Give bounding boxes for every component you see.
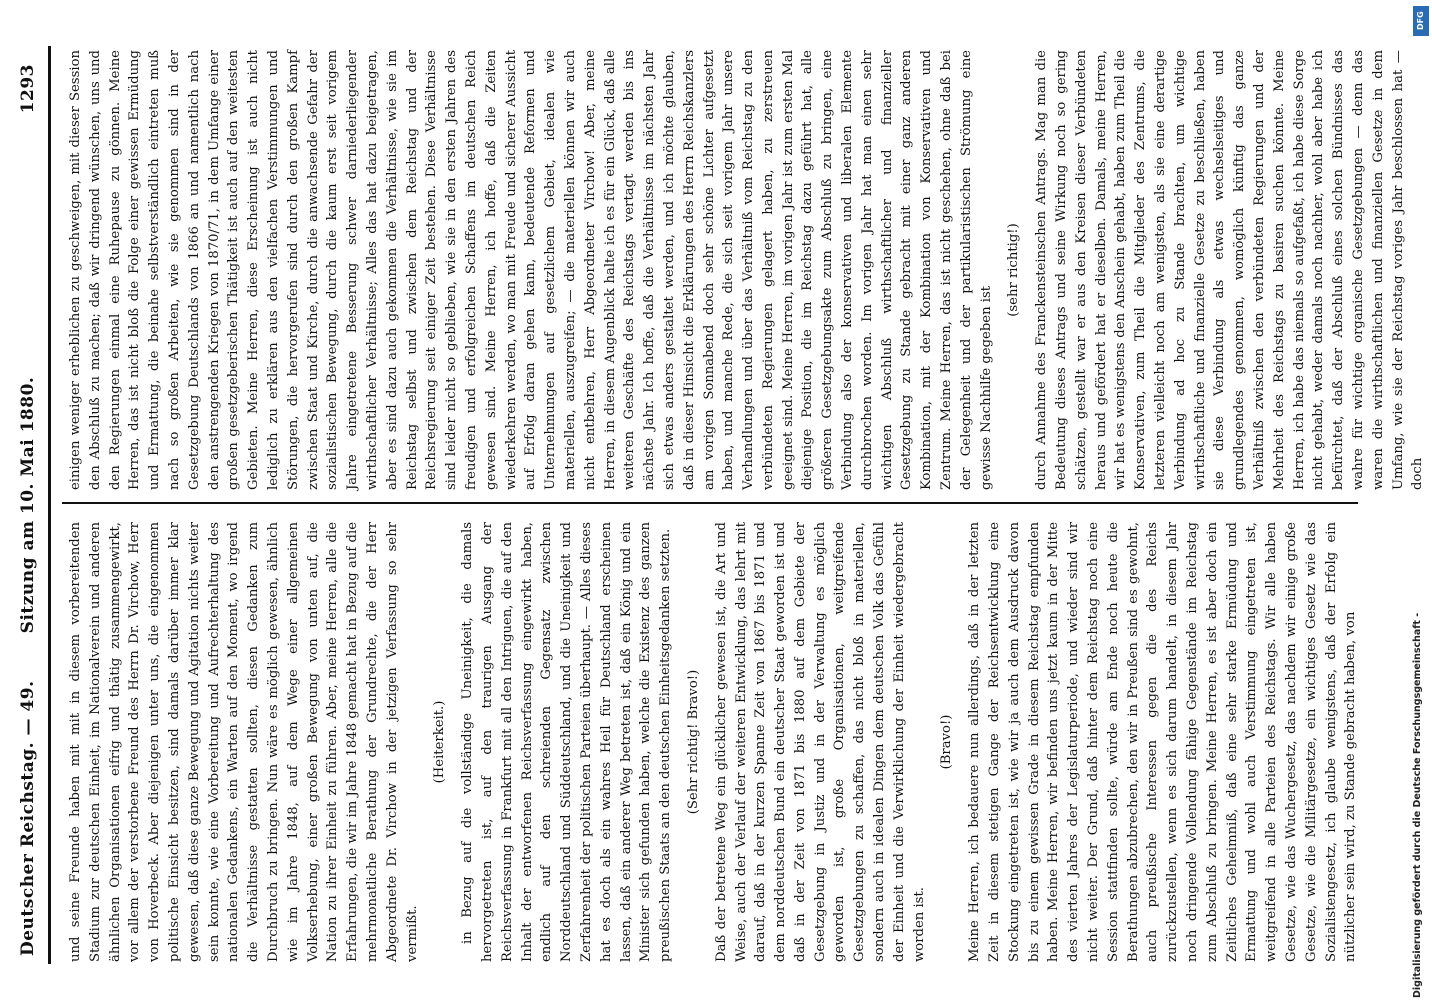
paragraph: einigen weniger erheblichen zu geschweigen, mit dieser Session den Abschluß zu machen; daß wir dringend wünschen, uns und den Regierungen einmal eine Ruhepause zu gönnen. Meine Herren, das ist nicht bloß die Folge einer gewissen Ermüdung und Ermattung, die beinahe selbstverständlich eintreten muß nach so großen Arbeiten, wie sie genommen sind in der Gesetzgebung Deutschlands von 1866 an und namentlich nach den anstrengenden Kriegen von 1870/71, in dem Umfange einer großen gesetzgeberischen Thätigkeit ist auch auf den weitesten Gebieten. Meine Herren, diese Erscheinung ist auch nicht lediglich zu erklären aus den vielfachen Verstimmungen und Störungen, die hervorgerufen sind durch den großen Kampf zwischen Staat und Kirche, durch die anwachsende Gefahr der sozialistischen Bewegung, durch die kaum erst seit vorigem Jahre eingetretene Besserung schwer darniederliegender wirthschaftlicher Verhältnisse; Alles das hat dazu beigetragen, aber es sind dazu auch gekommen die Verhältnisse, wie sie im Reichstag selbst und zwischen dem Reichstag und der Reichsregierung seit einiger Zeit bestehen. Diese Verhältnisse sind leider nicht so geblieben, wie sie in den ersten Jahren des freudigen und erfolgreichen Schaffens im deutschen Reich gewesen sind. Meine Herren, ich hoffe, daß die Zeiten wiederkehren werden, wo man mit Freude und sicherer Aussicht auf Erfolg daran gehen kann, bedeutende Reformen und Unternehmungen auf gesetzlichem Gebiet, idealen wie materiellen, auszugreifen; — die materiellen können wir auch nicht entbehren, Herr Abgeordneter Virchow! Aber, meine Herren, in diesem Augenblick halte ich es für ein Glück, daß alle weiteren Geschäfte des Reichstags vertagt werden bis ins nächste Jahr. Ich hoffe, daß die Verhältnisse im nächsten Jahr sich etwas anders gestaltet werden, und ich möchte glauben, daß in dieser Hinsicht die Erklärungen des Herrn Reichskanzlers am vorigen Sonnabend doch sehr schöne Lichter aufgesetzt haben, und manche Rede, die sich seit vorigem Jahr unsere Verhandlungen und über das Verhältniß vom Reichstag zu den verbündeten Regierungen gelagert haben, zu zerstreuen geeignet sind. Meine Herren, im vorigen Jahr ist zum ersten Mal diejenige Position, die im Reichstag dazu geführt hat, alle größeren Gesetzgebungsakte zum Abschluß zu bringen, eine Verbindung also der konservativen und liberalen Elemente durchbrochen worden. Im vorigen Jahr hat man einen sehr wichtigen Abschluß wirthschaftlicher und finanzieller Gesetzgebung zu Stande gebracht mit einer ganz anderen Kombination, mit der Kombination von Konservativen und Zentrum. Meine Herren, das ist nicht geschehen, ohne daß bei der Gelegenheit und der partikularistischen Strömung eine gewisse Nachhilfe gegeben ist: [68, 50, 994, 490]
left-column: [66, 522, 1362, 962]
digitization-credit: Digitalisierung gefördert durch die Deutsche Forschungsgemeinschaft -: [1412, 612, 1423, 998]
header-publication: Deutscher Reichstag. — 49.: [18, 680, 38, 956]
header-session-date: Sitzung am 10. Mai 1880.: [18, 376, 38, 634]
column-divider: [62, 502, 1358, 504]
dfg-logo: DFG: [1413, 6, 1429, 36]
paragraph: Daß der betretene Weg ein glücklicher gewesen ist, die Art und Weise, auch der Verlauf der weiteren Entwicklung, das lehrt mit darauf, daß in der kurzen Spanne Zeit von 1867 bis 1871 und dem norddeutschen Bund ein deutscher Staat geworden ist und daß in der Zeit von 1871 bis 1880 auf dem Gebiete der Gesetzgebung in Justiz und in der Verwaltung es möglich geworden ist, große Organisationen, weitgreifende Gesetzgebungen zu schaffen, das nicht bloß in materiellen, sondern auch in idealen Dingen dem deutschen Volk das Gefühl der Einheit und die Verwirklichung der Einheit wiedergebracht worden ist.: [713, 522, 927, 962]
interjection: (Heiterkeit.): [432, 700, 448, 784]
paragraph: und seine Freunde haben mit mit in diesem vorbereitenden Stadium zur deutschen Einheit, im Nationalverein und anderen ähnlichen Organisationen eifrig und thätig zusammengewirkt, vor allem der verstorbene Freund des Herrn Dr. Virchow, Herr von Hoverbeck. Aber diejenigen unter uns, die eingenommen politische Einsicht besitzen, sind damals darüber immer klar gewesen, daß diese ganze Bewegung und Agitation nichts weiter sein konnte, wie eine Vorbereitung und Aufrechterhaltung des nationalen Gedankens, ein Warten auf den Moment, wo irgend die Verhältnisse gestatten sollten, diesen Gedanken zum Durchbruch zu bringen. Nun wäre es möglich gewesen, ähnlich wie im Jahre 1848, auf dem Wege einer allgemeinen Volkserhebung, einer großen Bewegung von unten auf, die Nation zu ihrer Einheit zu führen. Aber, meine Herren, alle die Erfahrungen, die wir im Jahre 1848 gemacht hat in Bezug auf die mehrmonatliche Berathung der Grundrechte, die der Herr Abgeordnete Dr. Virchow in der jetzigen Verfassung so sehr vermißt.: [68, 522, 420, 962]
interjection: (Bravo!): [939, 714, 955, 770]
interjection: (Sehr richtig! Bravo!): [685, 669, 701, 815]
header-rule: [48, 46, 51, 964]
paragraph: in Bezug auf die vollständige Uneinigkeit, die damals hervorgetreten ist, auf den traurigen Ausgang der Reichsverfassung in Frankfurt mit all den Intriguen, die auf den Inhalt der entworfenen Reichsverfassung eingewirkt haben, endlich auf den schreienden Gegensatz zwischen Norddeutschland und Süddeutschland, und die Uneinigkeit und Zerfahrenheit der politischen Parteien überhaupt. — Alles dieses hat es doch als ein wahres Heil für Deutschland erscheinen lassen, daß ein anderer Weg betreten ist, daß ein König und ein Minister sich gefunden haben, welche die Existenz des ganzen preußischen Staats an den deutschen Einheitsgedanken setzten.: [460, 522, 674, 962]
header-page-number: 1293: [18, 64, 38, 114]
page-header: [0, 10, 50, 1000]
paragraph: durch Annahme des Franckensteinschen Antrags. Mag man die Bedeutung dieses Antrags und seine Wirkung noch so gering schätzen, gestellt war er aus den Kreisen dieser Verbündeten heraus und gefördert hat er dieselben. Damals, meine Herren, wir hat es wenigstens den Anschein gehabt, haben zum Theil die Konservativen, zum Theil die Mitglieder des Zentrums, die letzteren vielleicht noch am wenigsten, als sie eine derartige Verbindung ad hoc zu Stande brachten, um wichtige wirthschaftliche und finanzielle Gesetze zu beschließen, haben sie diese Verbindung als etwas wechselseitiges und grundlegendes genommen, womöglich künftig das ganze Verhältniß zwischen den verbündeten Regierungen und der Mehrheit des Reichstags zu basiren suchen könnte. Meine Herren, ich habe das niemals so aufgefaßt, ich habe diese Sorge nicht gehabt, weder damals noch nachher, wohl aber habe ich befürchtet, daß der Abschluß eines solchen Bündnisses das wahre für wichtige organische Gesetzgebungen — denn das waren die wirthschaftlichen und finanziellen Gesetze in dem Umfang, wie sie der Reichstag voriges Jahr beschlossen hat — doch: [1034, 50, 1426, 490]
paragraph: Meine Herren, ich bedauere nun allerdings, daß in der letzten Zeit in diesem stetigen Gange der Reichsentwicklung eine Stockung eingetreten ist, wie wir ja auch dem Ausdruck davon bis zu einem gewissen Grade in diesem Reichstag empfunden haben. Meine Herren, wir befinden uns jetzt kaum in der Mitte des vierten Jahres der Legislaturperiode, und wieder sind wir nicht weiter. Der Grund, daß hinter dem Reichstag noch eine Session stattfinden sollte, würde am Ende noch heute die Berathungen abzubrechen, den wir in Preußen sind es gewohnt, auch preußische Interessen gegen die des Reichs zurückzustellen, wenn es sich darum handelt, in diesem Jahr noch dringende Vollendung fähige Gegenstände im Reichstag zum Abschluß zu bringen. Meine Herren, es ist aber doch ein Zeitliches Geheimniß, daß eine sehr starke Ermüdung und Ermattung und wohl auch Verstimmung eingetreten ist, weitgreifend in alle Parteien des Reichstags. Wir alle haben Gesetze, wie das Wuchergesetz, das nachdem wir einige große Gesetze, wie die Militärgesetze, ein wichtiges Gesetz wie das Sozialistengesetz, ich glaube wenigstens, daß der Erfolg ein nützlicher sein wird, zu Stande gebracht haben, von: [967, 522, 1359, 962]
interjection: (sehr richtig!): [1006, 223, 1022, 317]
right-column: [66, 50, 1426, 490]
